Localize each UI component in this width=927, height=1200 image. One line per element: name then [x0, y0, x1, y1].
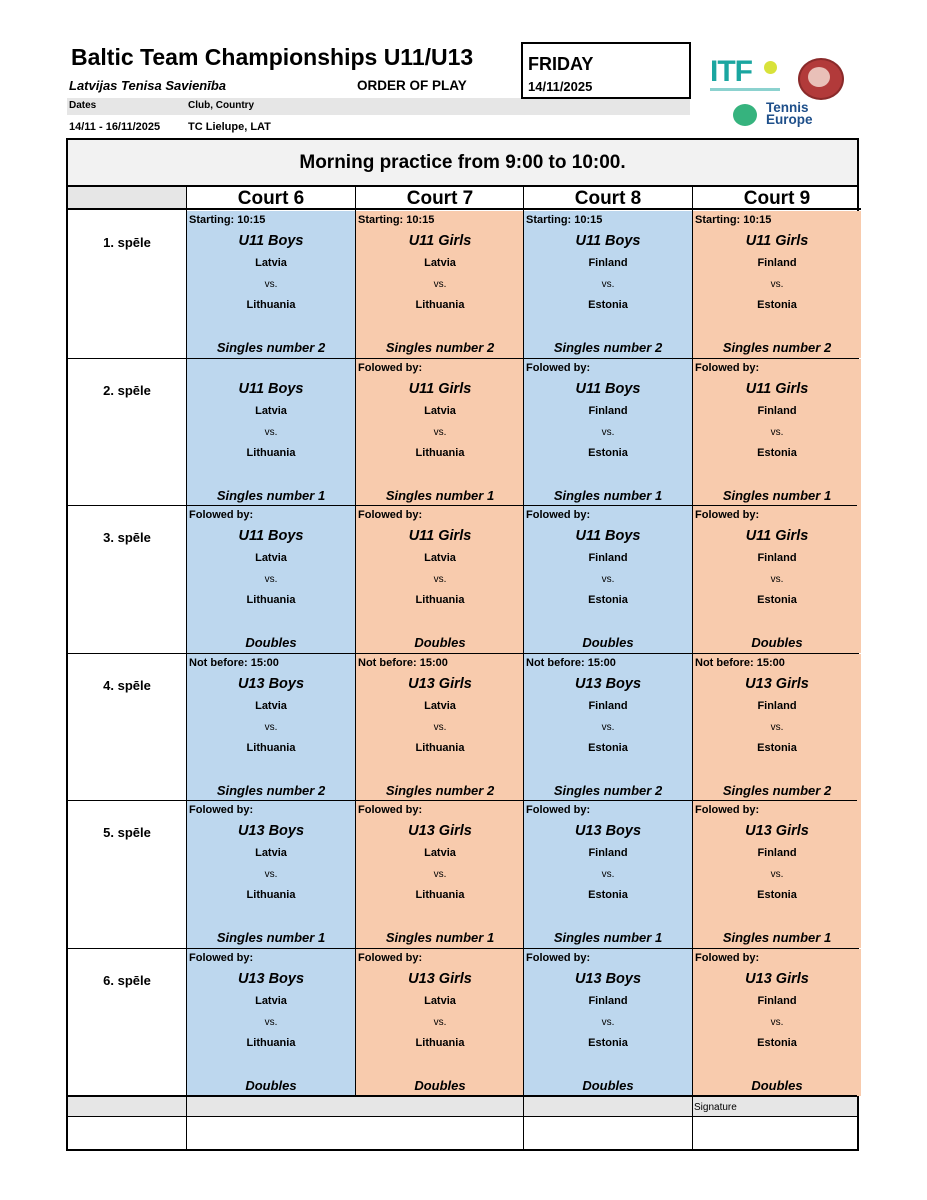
- team2-label: Estonia: [588, 741, 628, 754]
- vs-label: vs.: [601, 574, 615, 585]
- vs-label: vs.: [433, 426, 447, 438]
- team2-label: Lithuania: [415, 741, 465, 754]
- vs-label: vs.: [264, 426, 278, 438]
- team1-label: Finland: [588, 257, 628, 269]
- federation-emblem-icon: [798, 58, 844, 100]
- category-label: U11 Girls: [408, 233, 472, 249]
- dates-label: Dates: [69, 100, 97, 111]
- match-cell: [693, 654, 861, 801]
- category-label: U13 Girls: [408, 970, 472, 987]
- match-type-label: Doubles: [414, 635, 466, 650]
- category-label: U13 Girls: [745, 823, 809, 839]
- match-cell: [187, 506, 355, 653]
- emblem-center: [808, 67, 830, 87]
- day-box: [521, 42, 691, 99]
- column-divider: [523, 187, 524, 1149]
- round-column-header: [68, 187, 186, 210]
- category-label: U13 Boys: [574, 970, 642, 987]
- page-title: Baltic Team Championships U11/U13: [71, 44, 474, 70]
- team1-label: Latvia: [255, 404, 287, 417]
- vs-label: vs.: [264, 721, 278, 733]
- match-cell: [693, 506, 861, 653]
- match-cell: [693, 949, 861, 1096]
- team2-label: Lithuania: [415, 1036, 465, 1049]
- start-time-label: Folowed by:: [189, 951, 254, 964]
- team1-label: Latvia: [255, 257, 287, 269]
- vs-label: vs.: [264, 869, 278, 880]
- round-label: 3. spēle: [103, 530, 151, 545]
- start-time-label: Folowed by:: [695, 804, 760, 816]
- match-cell: [524, 949, 692, 1096]
- match-type-label: Singles number 1: [216, 930, 326, 945]
- start-time-label: Folowed by:: [358, 361, 423, 374]
- vs-label: vs.: [264, 279, 278, 290]
- tennis-europe-text: [766, 102, 813, 126]
- match-type-label: Doubles: [414, 1077, 466, 1093]
- round-label: 1. spēle: [103, 235, 151, 250]
- vs-label: vs.: [601, 426, 615, 438]
- category-label: U11 Girls: [745, 380, 809, 397]
- match-cell: [356, 949, 524, 1096]
- team1-label: Latvia: [424, 404, 456, 417]
- match-cell: [524, 801, 692, 948]
- start-time-label: Folowed by:: [526, 361, 591, 374]
- info-bar: [67, 98, 690, 115]
- vs-label: vs.: [601, 721, 615, 733]
- match-type-label: Singles number 2: [553, 782, 663, 798]
- team1-label: Finland: [757, 257, 797, 269]
- team2-label: Lithuania: [415, 594, 465, 606]
- team2-label: Lithuania: [415, 889, 465, 901]
- match-type-label: Doubles: [582, 635, 634, 650]
- round-label: 4. spēle: [103, 677, 151, 693]
- match-type-label: Singles number 2: [385, 340, 495, 355]
- team2-label: Estonia: [757, 299, 797, 311]
- vs-label: vs.: [770, 279, 784, 290]
- team1-label: Finland: [588, 552, 628, 564]
- vs-label: vs.: [601, 1016, 615, 1028]
- vs-label: vs.: [433, 279, 447, 290]
- day-date: 14/11/2025: [528, 79, 593, 94]
- start-time-label: Folowed by:: [526, 951, 591, 964]
- category-label: U13 Girls: [745, 675, 809, 692]
- category-label: U11 Girls: [745, 233, 809, 249]
- team2-label: Estonia: [757, 446, 797, 459]
- category-label: U13 Boys: [574, 823, 642, 839]
- match-cell: [187, 801, 355, 948]
- vs-label: vs.: [770, 1016, 784, 1028]
- vs-label: vs.: [264, 574, 278, 585]
- start-time-label: Folowed by:: [358, 951, 423, 964]
- match-type-label: Doubles: [245, 1077, 297, 1093]
- category-label: U11 Girls: [745, 528, 809, 544]
- vs-label: vs.: [601, 279, 615, 290]
- category-label: U11 Girls: [408, 380, 472, 397]
- column-divider: [692, 187, 693, 1149]
- vs-label: vs.: [264, 1016, 278, 1028]
- match-cell: [356, 801, 524, 948]
- match-cell: [524, 506, 692, 653]
- tennis-ball-icon: [764, 61, 777, 74]
- team1-label: Latvia: [424, 994, 456, 1007]
- practice-banner: Morning practice from 9:00 to 10:00.: [68, 140, 857, 187]
- match-cell: [524, 211, 692, 358]
- match-type-label: Singles number 2: [216, 340, 326, 355]
- team1-label: Latvia: [424, 699, 456, 712]
- category-label: U13 Girls: [745, 970, 809, 987]
- match-type-label: Singles number 1: [553, 930, 663, 945]
- match-cell: [187, 211, 355, 358]
- team1-label: Finland: [757, 699, 797, 712]
- team2-label: Lithuania: [246, 1036, 296, 1049]
- start-time-label: Folowed by:: [526, 509, 591, 521]
- category-label: U11 Boys: [238, 380, 304, 397]
- team1-label: Finland: [588, 847, 628, 859]
- match-type-label: Singles number 2: [385, 782, 495, 798]
- match-type-label: Singles number 2: [216, 782, 326, 798]
- tennis-europe-line2: Europe: [766, 112, 813, 127]
- start-time-label: Not before: 15:00: [526, 656, 616, 669]
- club-value: TC Lielupe, LAT: [188, 121, 271, 133]
- column-divider: [186, 187, 187, 1149]
- category-label: U11 Girls: [408, 528, 472, 544]
- court-header-6: Court 6: [187, 187, 355, 210]
- order-of-play-label: ORDER OF PLAY: [357, 78, 467, 93]
- start-time-label: Starting: 10:15: [358, 214, 435, 226]
- team2-label: Lithuania: [415, 299, 465, 311]
- start-time-label: Starting: 10:15: [526, 214, 603, 226]
- start-time-label: Folowed by:: [189, 509, 254, 521]
- team2-label: Estonia: [757, 889, 797, 901]
- match-cell: [693, 359, 861, 506]
- match-type-label: Doubles: [245, 635, 297, 650]
- vs-label: vs.: [433, 721, 447, 733]
- team2-label: Estonia: [757, 1036, 797, 1049]
- match-cell: [524, 654, 692, 801]
- club-label: Club, Country: [188, 100, 255, 111]
- match-cell: [356, 359, 524, 506]
- vs-label: vs.: [433, 574, 447, 585]
- match-cell: [524, 359, 692, 506]
- category-label: U13 Boys: [574, 675, 642, 692]
- signature-label: Signature: [694, 1102, 737, 1113]
- team1-label: Latvia: [255, 847, 287, 859]
- category-label: U11 Boys: [575, 528, 641, 544]
- team2-label: Estonia: [757, 594, 797, 606]
- match-cell: [356, 506, 524, 653]
- team1-label: Finland: [588, 994, 628, 1007]
- match-cell: [187, 654, 355, 801]
- team2-label: Estonia: [757, 741, 797, 754]
- tennis-europe-mark-icon: [733, 104, 757, 126]
- vs-label: vs.: [601, 869, 615, 880]
- category-label: U11 Boys: [238, 528, 304, 544]
- court-header-8: Court 8: [524, 187, 692, 210]
- team1-label: Finland: [757, 994, 797, 1007]
- team2-label: Estonia: [588, 889, 628, 901]
- start-time-label: Not before: 15:00: [358, 656, 448, 669]
- team1-label: Latvia: [424, 257, 456, 269]
- vs-label: vs.: [770, 721, 784, 733]
- match-type-label: Singles number 1: [385, 487, 495, 503]
- start-time-label: Folowed by:: [358, 509, 423, 521]
- court-header-9: Court 9: [693, 187, 861, 210]
- organizer-name: Latvijas Tenisa Savienība: [69, 78, 227, 93]
- round-label: 6. spēle: [103, 972, 151, 988]
- team2-label: Lithuania: [246, 299, 296, 311]
- match-cell: [693, 211, 861, 358]
- schedule-grid: [66, 138, 859, 1151]
- round-label: 5. spēle: [103, 825, 151, 840]
- vs-label: vs.: [770, 869, 784, 880]
- court-header-7: Court 7: [356, 187, 524, 210]
- match-type-label: Singles number 2: [553, 340, 663, 355]
- team2-label: Estonia: [588, 299, 628, 311]
- tennis-europe-logo-icon: [733, 102, 833, 128]
- start-time-label: Starting: 10:15: [189, 214, 266, 226]
- team1-label: Finland: [588, 404, 628, 417]
- start-time-label: Folowed by:: [526, 804, 591, 816]
- team1-label: Finland: [757, 404, 797, 417]
- team1-label: Finland: [757, 552, 797, 564]
- vs-label: vs.: [770, 426, 784, 438]
- match-type-label: Singles number 2: [722, 782, 832, 798]
- match-type-label: Doubles: [751, 635, 803, 650]
- dates-value: 14/11 - 16/11/2025: [69, 121, 161, 133]
- start-time-label: Folowed by:: [358, 804, 423, 816]
- start-time-label: Folowed by:: [189, 804, 254, 816]
- start-time-label: Folowed by:: [695, 951, 760, 964]
- category-label: U11 Boys: [575, 380, 641, 397]
- itf-logo-text: ITF: [710, 55, 752, 88]
- match-cell: [356, 654, 524, 801]
- match-type-label: Doubles: [751, 1077, 803, 1093]
- team2-label: Estonia: [588, 594, 628, 606]
- match-type-label: Singles number 1: [385, 930, 495, 945]
- category-label: U13 Boys: [237, 970, 305, 987]
- match-cell: [356, 211, 524, 358]
- vs-label: vs.: [770, 574, 784, 585]
- category-label: U13 Girls: [408, 823, 472, 839]
- team2-label: Lithuania: [246, 741, 296, 754]
- start-time-label: Folowed by:: [695, 509, 760, 521]
- category-label: U13 Girls: [408, 675, 472, 692]
- team2-label: Lithuania: [246, 446, 296, 459]
- team1-label: Finland: [588, 699, 628, 712]
- itf-logo-icon: [708, 55, 783, 95]
- match-cell: [693, 801, 861, 948]
- vs-label: vs.: [433, 1016, 447, 1028]
- itf-subtitle-line: [710, 88, 780, 91]
- round-label: 2. spēle: [103, 382, 151, 398]
- match-cell: [187, 949, 355, 1096]
- column-divider: [355, 187, 356, 1096]
- match-type-label: Singles number 1: [553, 487, 663, 503]
- start-time-label: Folowed by:: [695, 361, 760, 374]
- match-type-label: Singles number 1: [722, 487, 832, 503]
- team2-label: Lithuania: [415, 446, 465, 459]
- team1-label: Finland: [757, 847, 797, 859]
- team2-label: Estonia: [588, 1036, 628, 1049]
- start-time-label: Starting: 10:15: [695, 214, 772, 226]
- start-time-label: Not before: 15:00: [695, 656, 785, 669]
- match-cell: [187, 359, 355, 506]
- team1-label: Latvia: [424, 847, 456, 859]
- team2-label: Estonia: [588, 446, 628, 459]
- category-label: U13 Boys: [237, 823, 305, 839]
- vs-label: vs.: [433, 869, 447, 880]
- match-type-label: Singles number 1: [722, 930, 832, 945]
- match-type-label: Singles number 2: [722, 340, 832, 355]
- category-label: U11 Boys: [575, 233, 641, 249]
- team2-label: Lithuania: [246, 889, 296, 901]
- match-type-label: Singles number 1: [216, 487, 326, 503]
- team1-label: Latvia: [424, 552, 456, 564]
- day-name: FRIDAY: [528, 54, 594, 74]
- team1-label: Latvia: [255, 552, 287, 564]
- team1-label: Latvia: [255, 699, 287, 712]
- team2-label: Lithuania: [246, 594, 296, 606]
- category-label: U11 Boys: [238, 233, 304, 249]
- category-label: U13 Boys: [237, 675, 305, 692]
- match-type-label: Doubles: [582, 1077, 634, 1093]
- team1-label: Latvia: [255, 994, 287, 1007]
- start-time-label: Not before: 15:00: [189, 656, 279, 669]
- tennis-europe-line1: Tennis: [766, 100, 809, 115]
